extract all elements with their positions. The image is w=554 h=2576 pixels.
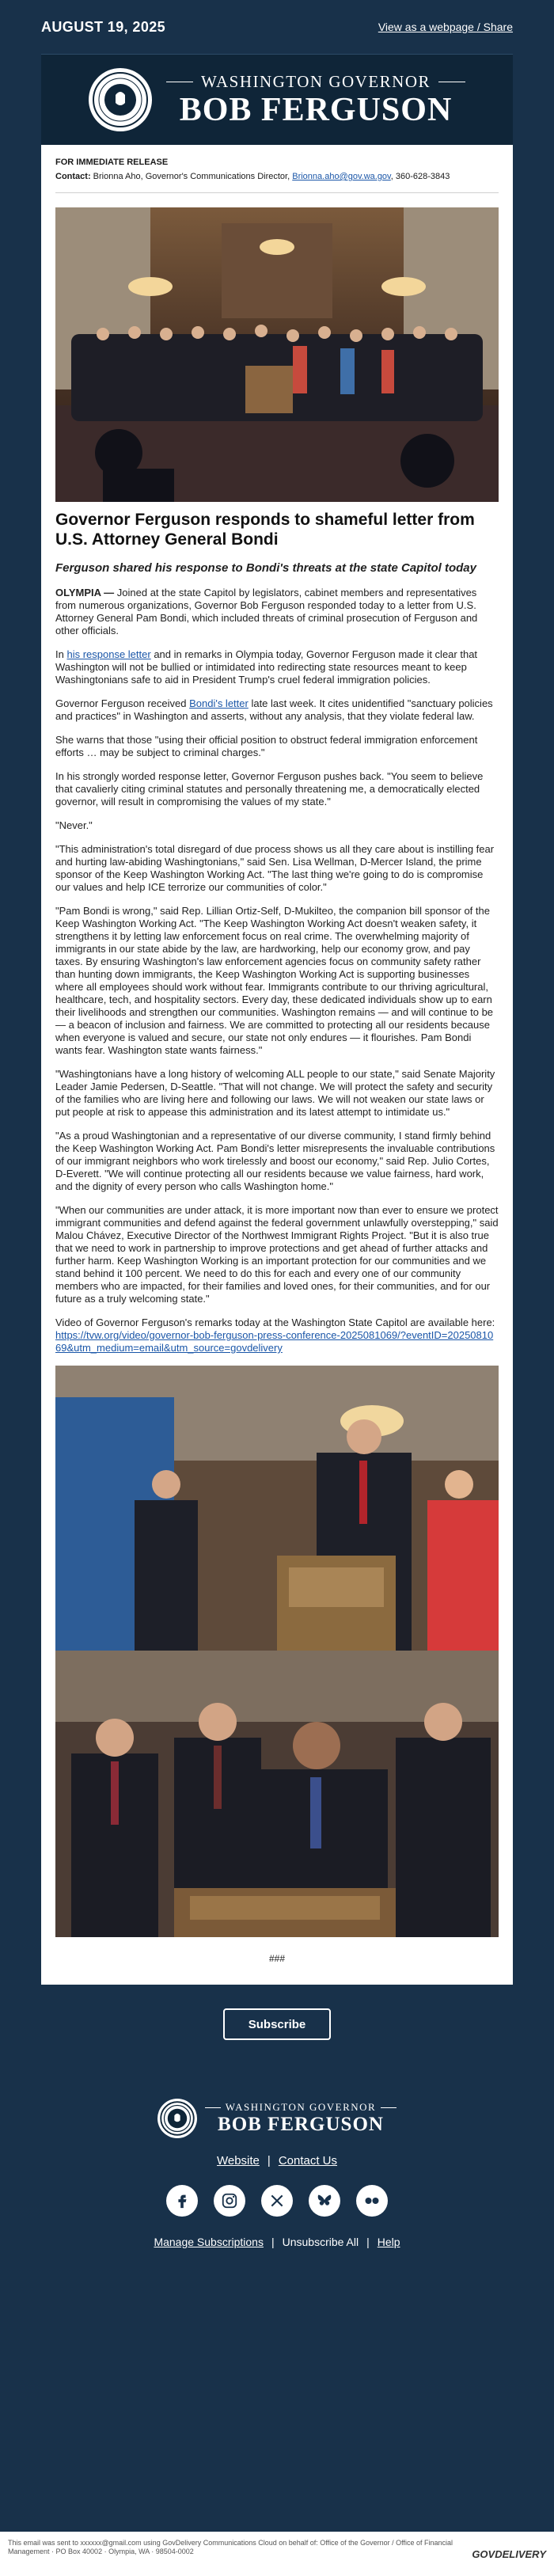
- paragraph: "This administration's total disregard of due process shows us all they care about is instilling fear and hurting law-abiding Washingtonians," said Sen. Lisa Wellman, D-Mercer Island, the prime sponsor of the Keep Washington Working Act. "The last thing we're going to do is compromise our values and help ICE terrorize our communities of color.": [55, 843, 495, 893]
- footer-logo-line1: WASHINGTON GOVERNOR: [225, 2101, 377, 2113]
- manage-subscriptions-link[interactable]: Manage Subscriptions: [154, 2236, 264, 2248]
- bluesky-icon[interactable]: [309, 2185, 340, 2217]
- release-label: FOR IMMEDIATE RELEASE: [55, 158, 169, 167]
- paragraph: OLYMPIA — Joined at the state Capitol by legislators, cabinet members and representatives from numerous organizations, Governor Bob Ferguson responded today to a letter from U.S. Attorney General Pam Bondi, which included threats of criminal prosecution of Ferguson and other officials.: [55, 587, 478, 636]
- bondi-letter-link[interactable]: Bondi's letter: [189, 697, 249, 709]
- contact-us-link[interactable]: Contact Us: [278, 2154, 338, 2168]
- contact-line: [55, 172, 499, 181]
- press-release-body: [41, 145, 513, 1985]
- contact-label: Contact:: [55, 172, 91, 181]
- subscription-links: [0, 2236, 554, 2248]
- paragraph: Video of Governor Ferguson's remarks today at the Washington State Capitol are available here: https://tvw.org/video/governor-bob-ferguson-press-conference-2025081069/?eventID=2025081069&utm_medium=email&utm_source=govdelivery: [55, 1316, 495, 1354]
- governor-speaking-photo: [55, 1366, 499, 1651]
- website-link[interactable]: Website: [216, 2154, 260, 2168]
- masthead-line1: WASHINGTON GOVERNOR: [200, 71, 431, 91]
- footer-links: [0, 2154, 554, 2168]
- facebook-icon[interactable]: [166, 2185, 198, 2217]
- top-bar: [0, 0, 554, 54]
- press-conference-photo: [55, 207, 499, 502]
- social-icons: [0, 2185, 554, 2217]
- end-mark: ###: [268, 1953, 286, 1964]
- footer-logo: [0, 2099, 554, 2138]
- fine-print-bar: [0, 2532, 554, 2576]
- subheadline: Ferguson shared his response to Bondi's threats at the state Capitol today: [55, 561, 476, 575]
- state-seal-icon: [157, 2099, 197, 2138]
- speaker-at-podium-photo: [55, 1651, 499, 1937]
- state-seal-icon: [89, 68, 152, 131]
- masthead-line2: BOB FERGUSON: [179, 91, 453, 128]
- x-icon[interactable]: [261, 2185, 293, 2217]
- contact-text: Brionna Aho, Governor's Communications Director,: [93, 172, 290, 181]
- separator: |: [366, 2236, 370, 2248]
- video-link[interactable]: https://tvw.org/video/governor-bob-ferguson-press-conference-2025081069/?eventID=2025081069&utm_medium=email&utm_source=govdelivery: [55, 1329, 494, 1354]
- govdelivery-logo: GOVDELIVERY: [472, 2548, 546, 2560]
- masthead-title: [166, 72, 465, 128]
- separator: |: [271, 2236, 275, 2248]
- paragraph: "When our communities are under attack, it is more important now than ever to ensure we protect immigrant communities and defend against the federal government unlawfully overstepping," said Malou Chávez, Executive Director of the Northwest Immigrant Rights Project. "But it is also true that we need to work in partnership to improve protections and get ahead of further attacks and further harm. Keep Washington Working is an important protection for our communities and we stand behind it 100 percent. We need to do this for each and every one of our community members who are impacted, for their families and loved ones, for their communities, and for our future as a truly welcoming state.": [55, 1204, 499, 1305]
- subscribe-button[interactable]: Subscribe: [223, 2008, 331, 2040]
- divider: [55, 192, 499, 193]
- paragraph: In his response letter and in remarks in Olympia today, Governor Ferguson made it clear that Washington will not be bullied or intimidated into redirecting state resources meant to keep Washingtonians safe to aid in President Trump's cruel federal immigration policies.: [55, 648, 478, 686]
- paragraph: She warns that those "using their official position to obstruct federal immigration enforcement efforts … may be subject to criminal charges.": [55, 734, 478, 758]
- contact-phone: , 360-628-3843: [390, 172, 450, 181]
- separator: |: [267, 2154, 271, 2168]
- fine-print: This email was sent to xxxxxx@gmail.com using GovDelivery Communications Cloud on behalf of: Office of the Governor / Office of Financial Management · PO Box 40002 · Olympia, WA · 98504-0002: [8, 2539, 453, 2555]
- footer-logo-line2: BOB FERGUSON: [218, 2114, 384, 2135]
- unsubscribe-all-link[interactable]: Unsubscribe All: [282, 2236, 359, 2248]
- contact-email-link[interactable]: Brionna.aho@gov.wa.gov: [292, 172, 391, 181]
- dateline: OLYMPIA —: [55, 587, 115, 598]
- view-as-webpage-link[interactable]: View as a webpage / Share: [378, 21, 513, 33]
- paragraph: "Never.": [55, 819, 93, 831]
- release-date: AUGUST 19, 2025: [41, 18, 166, 35]
- paragraph: "Washingtonians have a long history of welcoming ALL people to our state," said Senate Majority Leader Jamie Pedersen, D-Seattle. "That will not change. We will protect the safety and security of the families who are living here and following our laws. We will not weaken our state laws or put people at risk to appease this administration and its latest attempt to intimidate us.": [55, 1068, 495, 1118]
- paragraph: In his strongly worded response letter, Governor Ferguson pushes back. "You seem to believe that cavalierly citing criminal statutes and personally threatening me, a democratically elected governor, will result in compromising the values of my state.": [55, 770, 484, 807]
- response-letter-link[interactable]: his response letter: [66, 648, 151, 660]
- paragraph: "As a proud Washingtonian and a representative of our diverse community, I stand firmly behind the Keep Washington Working Act. Pam Bondi's letter misrepresents the invaluable contributions of our immigrant neighbors who work tirelessly and boost our economy," said Rep. Julio Cortes, D-Everett. "We will continue protecting all our residents because we value fairness, hard work, and the dignity of every person who calls Washington home.": [55, 1130, 495, 1192]
- instagram-icon[interactable]: [214, 2185, 245, 2217]
- paragraph: Governor Ferguson received Bondi's letter late last week. It cites unidentified "sanctuary policies and practices" in Washington and asserts, without any analysis, that they violate federal law.: [55, 697, 493, 722]
- masthead-banner: [41, 54, 513, 145]
- headline: Governor Ferguson responds to shameful letter from U.S. Attorney General Bondi: [55, 511, 475, 549]
- paragraph: "Pam Bondi is wrong," said Rep. Lillian Ortiz-Self, D-Mukilteo, the companion bill sponsor of the Keep Washington Working Act. "The Keep Washington Working Act doesn't weaken safety, it strengthens it by letting law enforcement focus on real crime. The overwhelming majority of immigrants in our state abide by the law, are hardworking, help our economy grow, and pay taxes. By ensuring Washington's law enforcement agencies focus on community safety rather than hunting down immigrants, the Keep Washington Working Act is supporting businesses where all employees should work without fear. Immigrants contribute to our thriving agricultural, healthcare, tech, and hospitality sectors. Every day, these dedicated individuals show up to earn their livelihoods and strengthen our communities. Washington remains — and will continue to be — a beacon of inclusion and fairness. We are committed to protecting all our residents because when everyone is valued and secure, our state not only endures — it flourishes. Pam Bondi wants fear. Washington state wants fairness.": [55, 905, 494, 1056]
- help-link[interactable]: Help: [377, 2236, 400, 2248]
- flickr-icon[interactable]: [356, 2185, 388, 2217]
